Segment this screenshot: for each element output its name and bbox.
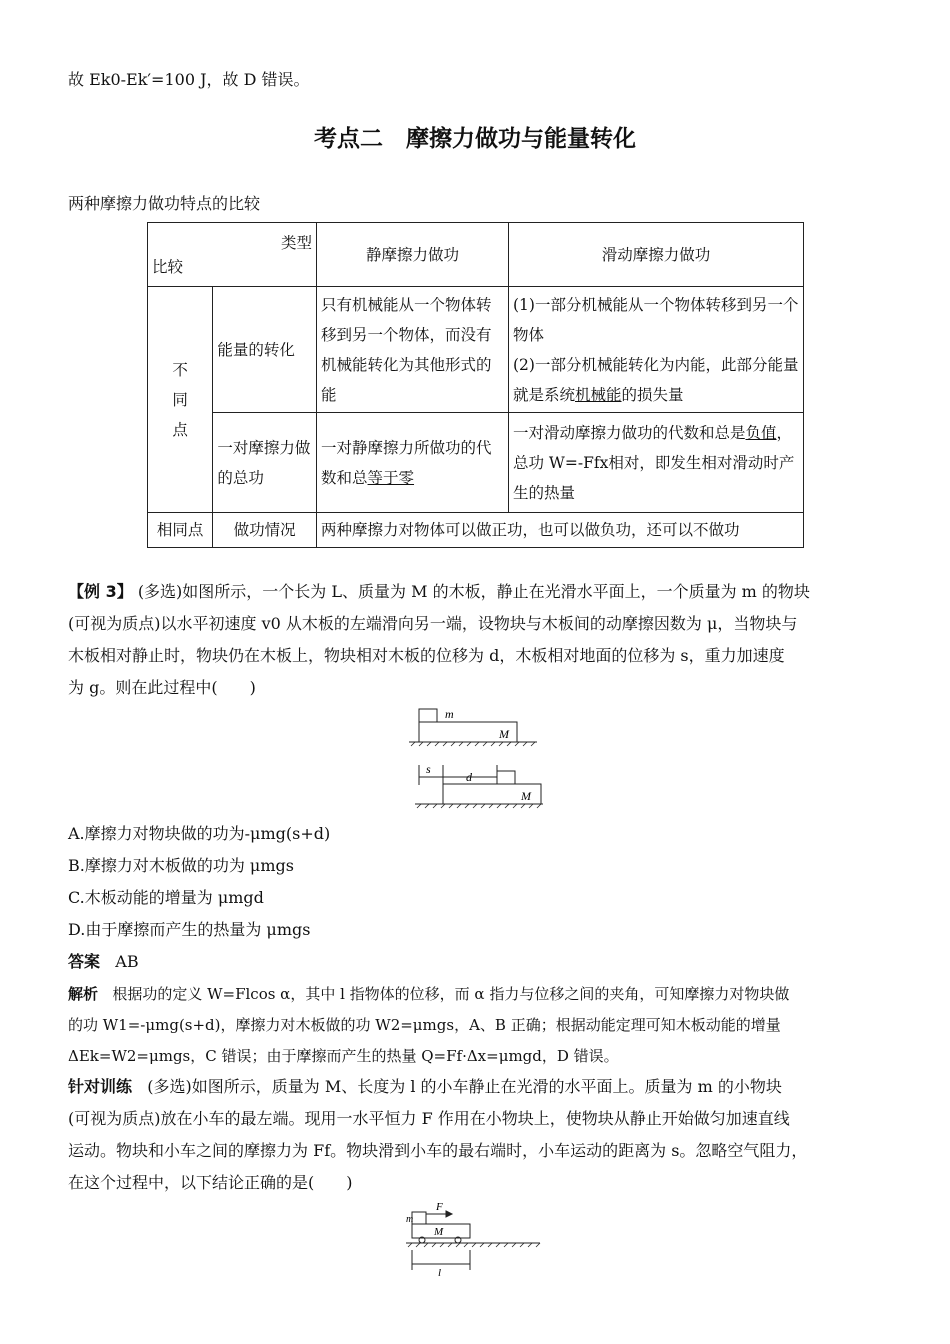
intro-text: 两种摩擦力做功特点的比较 bbox=[68, 194, 261, 213]
label-M-top: M bbox=[499, 727, 509, 741]
row-total-static: 一对静摩擦力所做功的代数和总等于零 bbox=[317, 413, 509, 513]
label-m-top: m bbox=[445, 707, 454, 721]
row-total-label: 一对摩擦力做的总功 bbox=[213, 413, 317, 513]
col-kinetic-header: 滑动摩擦力做功 bbox=[509, 223, 804, 287]
corner-bottom: 比较 bbox=[152, 257, 184, 276]
row-work-value: 两种摩擦力对物体可以做正功，也可以做负功，还可以不做功 bbox=[317, 513, 804, 548]
label-s: s bbox=[426, 762, 431, 776]
practice-line-2: (可视为质点)放在小车的最左端。现用一水平恒力 F 作用在小物块上，使物块从静止开始做匀加速直线 bbox=[68, 1109, 790, 1128]
group-diff: 不同点 bbox=[148, 287, 213, 513]
col-static-header: 静摩擦力做功 bbox=[317, 223, 509, 287]
practice-line-1: 针对训练 (多选)如图所示，质量为 M、长度为 l 的小车静止在光滑的水平面上。质量为 m 的小物块 bbox=[68, 1077, 782, 1096]
block-m bbox=[412, 1212, 426, 1224]
label-l: l bbox=[438, 1267, 442, 1278]
label-m: m bbox=[406, 1214, 414, 1225]
option-a: A.摩擦力对物块做的功为-μmg(s+d) bbox=[68, 824, 331, 843]
label-M: M bbox=[434, 1226, 444, 1238]
label-F: F bbox=[436, 1201, 443, 1213]
example3-figure bbox=[405, 705, 545, 810]
row-energy-static: 只有机械能从一个物体转移到另一个物体，而没有机械能转化为其他形式的能 bbox=[317, 287, 509, 413]
row-total-kinetic: 一对滑动摩擦力做功的代数和总是负值，总功 W=-Ffx相对，即发生相对滑动时产生的热量 bbox=[509, 413, 804, 513]
row-energy-kinetic: (1)一部分机械能从一个物体转移到另一个物体 (2)一部分机械能转化为内能，此部分能量就是系统机械能的损失量 bbox=[509, 287, 804, 413]
corner-top: 类型 bbox=[280, 233, 312, 252]
practice-line-4: 在这个过程中，以下结论正确的是( ) bbox=[68, 1173, 353, 1192]
label-M-bottom: M bbox=[521, 789, 531, 803]
practice-figure bbox=[400, 1198, 550, 1278]
analysis-line-3: ΔEk=W2=μmgs，C 错误；由于摩擦而产生的热量 Q=Ff·Δx=μmgd，D 错误。 bbox=[68, 1047, 619, 1065]
section-title: 考点二 摩擦力做功与能量转化 bbox=[314, 126, 636, 152]
example3-line-3: 木板相对静止时，物块仍在木板上，物块相对木板的位移为 d，木板相对地面的位移为 s，重力加速度 bbox=[68, 646, 785, 665]
answer-line: 答案 AB bbox=[68, 952, 139, 971]
corner-cell bbox=[148, 223, 317, 287]
row-energy-label: 能量的转化 bbox=[213, 287, 317, 413]
group-same: 相同点 bbox=[148, 513, 213, 548]
block-m-bottom bbox=[497, 771, 515, 784]
option-d: D.由于摩擦而产生的热量为 μmgs bbox=[68, 920, 311, 939]
label-d: d bbox=[466, 770, 472, 784]
example3-line-1: 【例 3】 (多选)如图所示，一个长为 L、质量为 M 的木板，静止在光滑水平面上，一个质量为 m 的物块 bbox=[68, 582, 810, 601]
analysis-line-1: 解析 根据功的定义 W=Flcos α，其中 l 指物体的位移，而 α 指力与位移之间的夹角，可知摩擦力对物块做 bbox=[68, 985, 790, 1003]
comparison-table bbox=[147, 222, 804, 548]
option-b: B.摩擦力对木板做的功为 μmgs bbox=[68, 856, 294, 875]
practice-line-3: 运动。物块和小车之间的摩擦力为 Ff。物块滑到小车的最右端时，小车运动的距离为 s。忽略空气阻力， bbox=[68, 1141, 808, 1160]
analysis-line-2: 的功 W1=-μmg(s+d)，摩擦力对木板做的功 W2=μmgs，A、B 正确；根据动能定理可知木板动能的增量 bbox=[68, 1016, 781, 1034]
row-work-label: 做功情况 bbox=[213, 513, 317, 548]
option-c: C.木板动能的增量为 μmgd bbox=[68, 888, 264, 907]
example3-line-2: (可视为质点)以水平初速度 v0 从木板的左端滑向另一端，设物块与木板间的动摩擦因数为 μ，当物块与 bbox=[68, 614, 798, 633]
block-m-top bbox=[419, 709, 437, 722]
top-line: 故 Ek0-Ek′=100 J，故 D 错误。 bbox=[68, 70, 310, 89]
example3-line-4: 为 g。则在此过程中( ) bbox=[68, 678, 256, 697]
